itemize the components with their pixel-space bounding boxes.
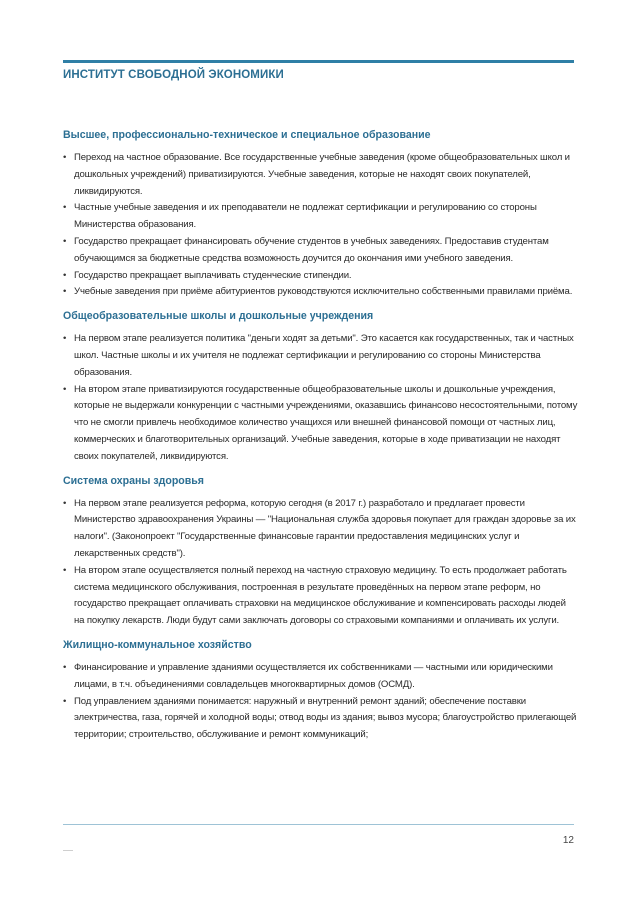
org-title: ИНСТИТУТ СВОБОДНОЙ ЭКОНОМИКИ xyxy=(63,69,284,81)
list-item xyxy=(63,268,578,285)
bullet-icon: • xyxy=(63,269,67,281)
section-heading: Высшее, профессионально-техническое и специальное образование xyxy=(63,129,431,141)
list-item-text: Учебные заведения при приёме абитуриентов руководствуются исключительно собственными правилами приёма. xyxy=(74,286,573,298)
list-item xyxy=(63,496,578,563)
bullet-list xyxy=(63,660,578,744)
list-item xyxy=(63,694,578,744)
section-heading: Общеобразовательные школы и дошкольные учреждения xyxy=(63,310,374,323)
bullet-icon: • xyxy=(63,695,67,707)
list-item-text: Переход на частное образование. Все государственные учебные заведения (кроме общеобразовательных школ и дошкольных учреждений) приватизируются. Учебные заведения, которые не находят своих покупателей, ликвидируются. xyxy=(74,152,570,197)
bullet-icon: • xyxy=(63,383,67,395)
page-number: 12 xyxy=(562,835,574,846)
document-body xyxy=(63,128,578,744)
list-item xyxy=(63,284,578,301)
bullet-list xyxy=(63,496,578,630)
bullet-icon: • xyxy=(63,661,67,673)
bullet-icon: • xyxy=(63,333,67,345)
section-heading: Система охраны здоровья xyxy=(63,474,204,487)
list-item xyxy=(63,563,578,630)
list-item-text: Государство прекращает финансировать обучение студентов в учебных заведениях. Предоставив студентам обучающимся за бюджетные средства возможность доучится до окончания ими учебного заведения. xyxy=(74,235,549,264)
footer-rule xyxy=(63,824,574,825)
list-item-text: Государство прекращает выплачивать студенческие стипендии. xyxy=(74,269,352,281)
section-heading: Жилищно-коммунальное хозяйство xyxy=(63,638,252,651)
bullet-list xyxy=(63,331,578,465)
list-item xyxy=(63,331,578,381)
list-item xyxy=(63,234,578,268)
bullet-list xyxy=(63,150,578,301)
bullet-icon: • xyxy=(63,497,67,509)
footer-mark xyxy=(63,850,73,851)
section-higher-education xyxy=(63,128,578,301)
bullet-icon: • xyxy=(63,152,67,163)
bullet-icon: • xyxy=(63,286,67,298)
section-schools xyxy=(63,309,578,465)
bullet-icon: • xyxy=(63,564,67,576)
list-item xyxy=(63,382,578,466)
list-item xyxy=(63,200,578,234)
list-item-text: Частные учебные заведения и их преподаватели не подлежат сертификации и регулированию со стороны Министерства образования. xyxy=(74,202,537,231)
bullet-icon: • xyxy=(63,235,67,247)
section-housing xyxy=(63,638,578,744)
header-rule xyxy=(63,60,574,63)
list-item-text: Под управлением зданиями понимается: наружный и внутренний ремонт зданий; обеспечение поставки электричества, газа, горячей и холодной воды; отвод воды из здания; вывоз мусора; благоустройство прилегающей территории; строительство, обслуживание и ремонт коммуникаций; xyxy=(74,695,577,741)
list-item-text: На первом этапе реализуется политика "деньги ходят за детьми". Это касается как государственных, так и частных школ. Частные школы и их учителя не подлежат сертификации и регулированию со стороны Министерства образования. xyxy=(74,333,574,378)
bullet-icon: • xyxy=(63,202,67,214)
list-item xyxy=(63,660,578,694)
list-item-text: На втором этапе осуществляется полный переход на частную страховую медицину. То есть продолжает работать система медицинского обслуживания, построенная в результате проведённых на первом этапе реформ, но государство прекращает оплачивать страховки на медицинское обслуживание и компенсировать расходы людей на покупку лекарств. Люди будут сами заключать договоры со страховыми компаниями и оплачивать их услуги. xyxy=(74,564,567,627)
list-item-text: На втором этапе приватизируются государственные общеобразовательные школы и дошкольные учреждения, которые не выдержали конкуренции с частными учреждениями, оказавшись финансово несостоятельными, потому что не смогли привлечь необходимое количество учащихся или внешней финансовой помощи от частных лиц, коммерческих и благотворительных организаций. Учебные заведения, которые в ходе приватизации не находят своих покупателей, ликвидируются. xyxy=(74,383,578,462)
list-item xyxy=(63,150,578,200)
list-item-text: На первом этапе реализуется реформа, которую сегодня (в 2017 г.) разработало и предлагает провести Министерство здравоохранения Украины — "Национальная служба здоровья покупает для граждан здоровье за их налоги". (Законопроект "Государственные финансовые гарантии предоставления медицинских услуг и лекарственных средств"). xyxy=(74,497,576,559)
section-healthcare xyxy=(63,474,578,630)
list-item-text: Финансирование и управление зданиями осуществляется их собственниками — частными или юридическими лицами, в т.ч. объединениями совладельцев многоквартирных домов (ОСМД). xyxy=(74,661,553,690)
